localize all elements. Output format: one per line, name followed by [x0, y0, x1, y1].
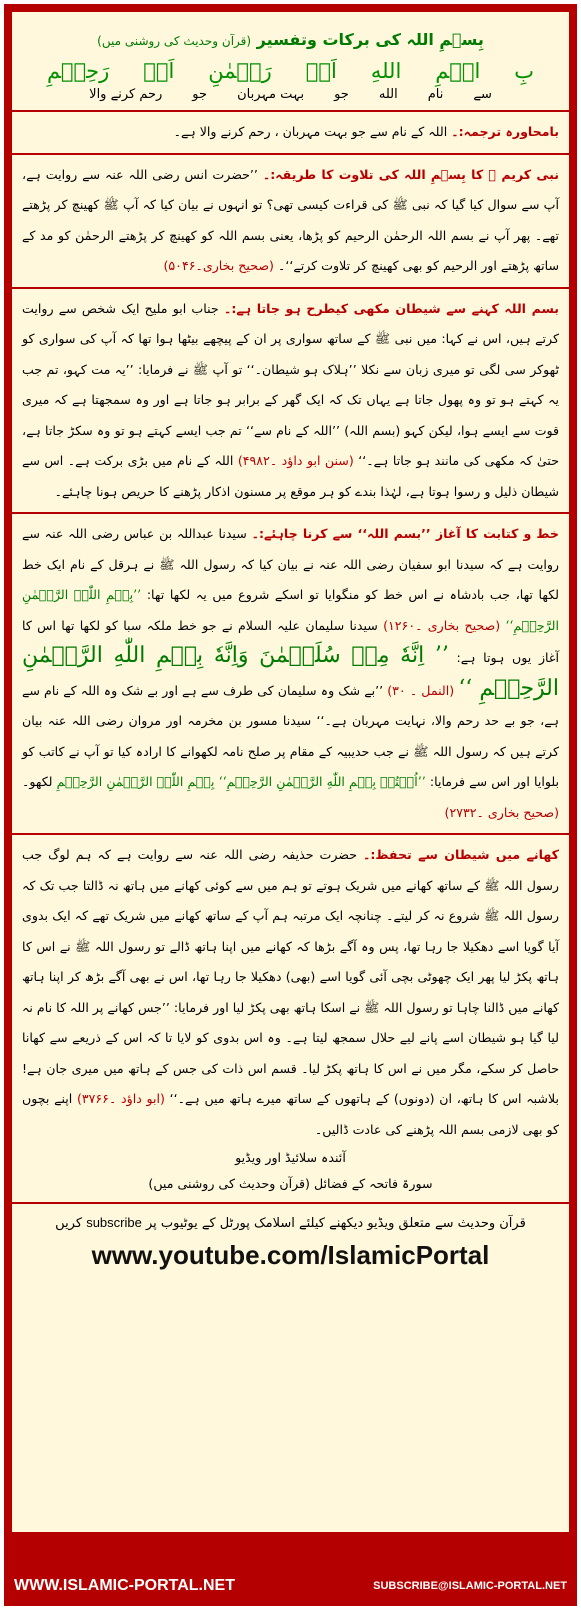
- hadith-reference: (صحیح بخاری۔۵۰۴۶): [163, 258, 274, 273]
- hadith-reference: (سنن ابو داؤد ۔۴۹۸۲): [237, 453, 354, 468]
- section-text: لکھو۔: [22, 774, 53, 789]
- page-title: [22, 30, 559, 49]
- section-heading: کھانے میں شیطان سے تحفظ:۔: [362, 847, 560, 862]
- divider: [12, 153, 569, 155]
- section-recitation: [22, 160, 559, 282]
- divider: [12, 1202, 569, 1204]
- divider: [12, 110, 569, 112]
- arabic-word: اسۡمِ: [435, 59, 481, 83]
- arabic-word: بِ: [514, 59, 535, 83]
- urdu-meaning: الله: [378, 87, 398, 102]
- section-food: [22, 840, 559, 1145]
- word-by-word-arabic: [22, 59, 559, 83]
- translation: [22, 117, 559, 148]
- footer-bar: [4, 1532, 577, 1606]
- urdu-meaning: سے: [473, 87, 492, 102]
- arabic-word: اَلۡ: [305, 59, 337, 83]
- urdu-meaning: جو: [192, 87, 208, 102]
- word-by-word-urdu: [22, 87, 559, 102]
- hadith-reference: (ابو داؤد ۔۳۷۶۶): [76, 1091, 165, 1106]
- arabic-word: اللهِ: [370, 59, 402, 83]
- section-text: سیدنا سلیمان علیہ السلام نے جو خط ملکہ سبا کو لکھا تھا اس کا آغاز یوں ہوتا ہے:: [22, 617, 559, 665]
- title-main: بِسۡمِ اللہ کی برکات وتفسیر: [256, 30, 484, 49]
- section-heading: نبی کریم ﷺ کا بِسۡمِ اللہ کی تلاوت کا طریقہ:۔: [262, 166, 559, 182]
- arabic-word: اَلۡ: [143, 59, 175, 83]
- section-letters: [22, 519, 559, 828]
- section-text: سیدنا عبداللہ بن عباس رضی اللہ عنہ سے روایت ہے کہ سیدنا ابو سفیان رضی اللہ عنہ نے بیان کیا کہ رسول اللہ ﷺ نے ہرقل کے نام ایک خط لکھا تھا، جب بادشاہ نے اس خط کو منگوایا تو اسکے شروع میں یہ لکھا تھا:: [22, 526, 559, 602]
- urdu-meaning: جو: [334, 87, 349, 102]
- arabic-quote: ’’بِسۡمِ اللّٰہِ الرَّحۡمٰنِ الرَّحِیۡمِ‘‘: [22, 587, 559, 633]
- urdu-meaning: بہت مہربان: [237, 87, 305, 102]
- next-slide-topic: [22, 1171, 559, 1197]
- email-link[interactable]: SUBSCRIBE@ISLAMIC-PORTAL.NET: [373, 1580, 567, 1592]
- content-panel: [12, 12, 569, 1532]
- urdu-meaning: رحم کرنے والا: [89, 87, 163, 102]
- promo-text: قرآن وحدیث سے متعلق ویڈیو دیکھنے کیلئے اسلامک پورٹل کے یوٹیوب پر: [145, 1216, 526, 1231]
- divider: [12, 833, 569, 835]
- website-link[interactable]: WWW.ISLAMIC-PORTAL.NET: [14, 1577, 235, 1594]
- page-frame: [4, 4, 577, 1606]
- hadith-reference: (صحیح بخاری ۔۱۲۶۰): [383, 617, 501, 633]
- title-note: (قرآن وحدیث کی روشنی میں): [97, 34, 252, 48]
- urdu-meaning: نام: [427, 87, 444, 102]
- section-text: جناب ابو ملیح ایک شخص سے روایت کرتے ہیں، اس نے کہا: میں نبی ﷺ کے ساتھ سواری پر ان کے پیچھے بیٹھا ہوا تھا کہ آپ کی سواری کو ٹھوکر سی لگی تو میری زبان سے نکلا ’’ہلاک ہو شیطان۔‘‘ تو آپ ﷺ نے فرمایا: ’’یہ مت کہو، تم جب یہ کہتے ہو تو وہ پھول جاتا ہے یہاں تک کہ ایک گھر کے برابر ہو جاتا ہے اور وہ سمجھتا ہے کہ میری قوت سے ایسے ہوا، لیکن کہو (بسم اللہ) ’’اللہ کے نام سے‘‘ تم جب ایسے کہتے ہو تو وہ سکڑ جاتا ہے، حتیٰ کہ مکھی کی مانند ہو جاتا ہے۔‘‘: [22, 300, 559, 468]
- section-text: ’’بے شک وہ سلیمان کی طرف سے ہے اور بے شک وہ اللہ کے نام سے ہے، جو بے حد رحم والا، نہایت مہربان ہے۔‘‘ سیدنا مسور بن مخرمہ اور مروان رضی اللہ عنہ بیان کرتے ہیں کہ رسول اللہ ﷺ نے جب حدیبیہ کے مقام پر صلح نامہ لکھوانے کا ارادہ کیا تو آپ نے کاتب کو بلوایا اور اس سے فرمایا:: [22, 682, 560, 789]
- section-heading: بامحاورہ ترجمہ:۔: [451, 124, 559, 139]
- divider: [12, 512, 569, 514]
- section-heading: خط و کتابت کا آغاز ’’بسم اللہ‘‘ سے کرنا چاہئے:۔: [251, 526, 559, 541]
- youtube-promo: [22, 1209, 559, 1238]
- section-shaitan-fly: [22, 294, 559, 508]
- arabic-quote: ’’اُكۡتُبۡ بِسۡمِ اللّٰهِ الرَّحۡمٰنِ الرَّحِيۡمِ‘‘ بِسۡمِ اللّٰہِ الرَّحۡمٰنِ الرَّحِیۡمِ: [56, 774, 426, 789]
- arabic-word: رَحۡمٰنِ: [208, 59, 272, 83]
- section-text: حضرت حذیفہ رضی اللہ عنہ سے روایت ہے کہ ہم لوگ جب رسول اللہ ﷺ کے ساتھ کھانے میں شریک ہوتے تو ہم میں سے کوئی کھانے میں ہاتھ نہ ڈالتا جب تک کہ رسول اللہ ﷺ شروع نہ کر لیتے۔ چنانچہ ایک مرتبہ ہم آپ کے ساتھ کھانے میں شریک تھے کہ ایک بدوی آیا گویا اسے دھکیلا جا رہا تھا، پس وہ آگے بڑھا کہ کھانے میں اپنا ہاتھ ڈالے تو رسول اللہ ﷺ نے اس کا ہاتھ پکڑ لیا پھر ایک چھوٹی بچی آئی گویا اسے (بھی) دھکیلا جا رہا تھا، اس نے بھی آگے بڑھ کر اپنا ہاتھ کھانے میں ڈالنا چاہا تو رسول اللہ ﷺ نے اسکا ہاتھ بھی پکڑ لیا اور فرمایا: ’’جس کھانے پر اللہ کا نام نہ لیا گیا ہو شیطان اسے پانے لیے حلال سمجھ لیتا ہے۔ وہ اس بدوی کو لایا تا کہ اس کے ذریعے سے کھانا حاصل کر سکے، مگر میں نے اس کا ہاتھ پکڑ لیا۔ قسم اس ذات کی جس کے ہاتھ میں میری جان ہے! بلاشبہ اس کا ہاتھ، ان (دونوں) کے ہاتھوں کے ساتھ میرے ہاتھ میں ہے۔‘‘: [22, 847, 559, 1106]
- quran-verse: ’’ اِنَّهٗ مِنۡ سُلَيۡمٰنَ وَاِنَّهٗ بِسۡمِ اللّٰهِ الرَّحۡمٰنِ الرَّحِيۡمِ ‘‘: [22, 643, 560, 701]
- verse-reference: (النمل ۔ ۳۰): [387, 682, 455, 698]
- section-tail: اللہ کے نام میں بڑی برکت ہے۔ اس سے شیطان ذلیل و رسوا ہوتا ہے، لہٰذا بندے کو ہر موقع پر مسنون اذکار پڑھنے کا حریص ہونا چاہئے۔: [22, 453, 559, 499]
- youtube-link[interactable]: www.youtube.com/IslamicPortal: [91, 1240, 490, 1270]
- next-topic-title: سورۃ فاتحہ کے فضائل: [313, 1176, 433, 1191]
- arabic-word: رَحِیۡمِ: [46, 59, 110, 83]
- promo-text-end: کریں: [55, 1216, 83, 1231]
- section-text: ’’حضرت انس رضی اللہ عنہ سے روایت ہے، آپ سے سوال کیا گیا کہ نبی ﷺ کی قراءت کیسی تھی؟ تو انہوں نے بیان کیا کہ آپ ﷺ کھینچ کر پڑھتے تھے۔ پھر آپ نے بسم اللہ الرحمٰن الرحیم کو پڑھا، یعنی بسم اللہ کو کھینچ کر پڑھتے الرحمٰن کو مد کے ساتھ پڑھتے اور الرحیم کو بھی کھینچ کر تلاوت کرتے‘‘۔: [22, 166, 559, 273]
- section-heading: بسم اللہ کہنے سے شیطان مکھی کیطرح ہو جاتا ہے:۔: [223, 300, 559, 316]
- next-slide-label: آئندہ سلائیڈ اور ویڈیو: [235, 1150, 346, 1165]
- translation-text: اللہ کے نام سے جو بہت مہربان ، رحم کرنے والا ہے۔: [173, 124, 448, 139]
- hadith-reference: (صحیح بخاری ۔۲۷۳۲): [444, 804, 559, 820]
- divider: [12, 287, 569, 289]
- subscribe-word: subscribe: [86, 1215, 142, 1230]
- next-topic-note: (قرآن وحدیث کی روشنی میں): [148, 1176, 310, 1191]
- section-tail: اپنے بچوں کو بھی لازمی بسم اللہ پڑھنے کی عادت ڈالیں۔: [22, 1091, 559, 1137]
